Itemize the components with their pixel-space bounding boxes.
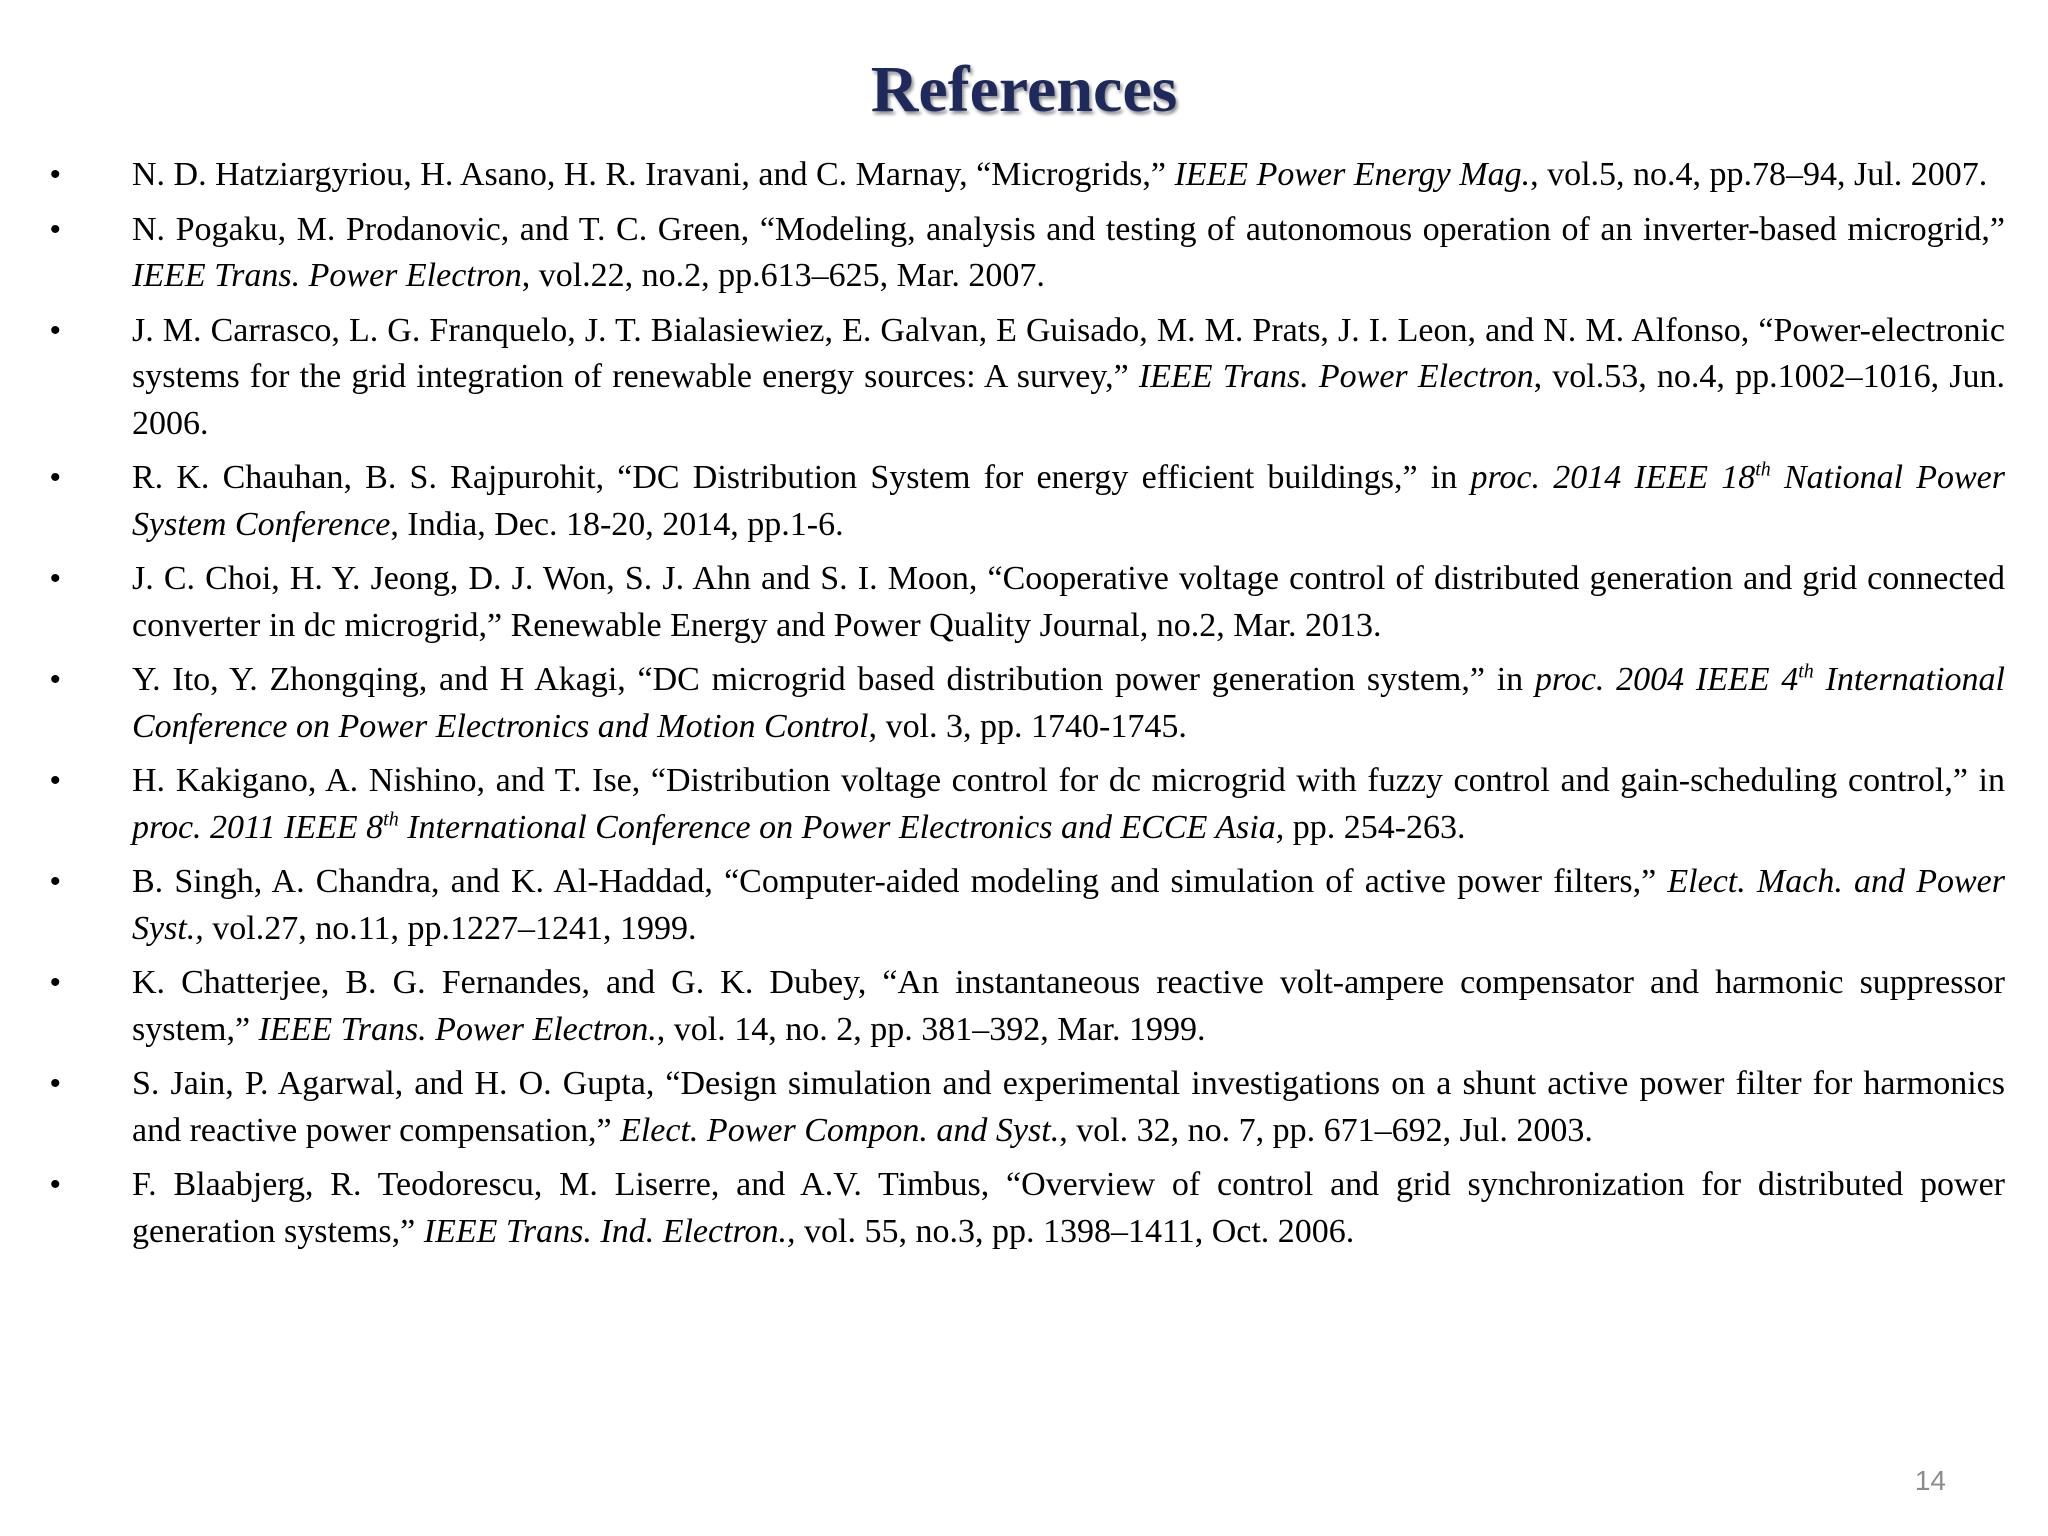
reference-source-italic: International Conference on Power Electronics and Motion Control, — [132, 661, 2005, 745]
reference-segment: vol. 3, pp. 1740-1745. — [877, 707, 1187, 745]
reference-source-italic: IEEE Trans. Power Electron — [1138, 358, 1534, 395]
bullet-icon: • — [50, 1168, 61, 1201]
reference-segment: , vol. 32, no. 7, pp. 671–692, Jul. 2003. — [1059, 1111, 1593, 1149]
reference-text — [132, 964, 2005, 1048]
reference-item — [40, 758, 2005, 851]
reference-text — [132, 211, 2005, 295]
reference-segment: pp. 254-263. — [1284, 808, 1466, 846]
reference-source-italic: IEEE Trans. Power Electron. — [258, 1010, 657, 1048]
reference-segment: J. C. Choi, H. Y. Jeong, D. J. Won, S. J. Ahn and S. I. Moon, “Cooperative voltage control of distributed generation and grid connected converter in dc microgrid,” Renewable Energy and Power Quality Journal, no.2, Mar. 2013. — [132, 560, 2005, 644]
reference-segment: , vol.22, no.2, pp.613–625, Mar. 2007. — [521, 257, 1045, 294]
reference-item — [40, 1162, 2005, 1255]
references-list — [40, 152, 2005, 1263]
ordinal-superscript: th — [1755, 458, 1771, 481]
bullet-icon: • — [50, 313, 61, 347]
reference-item — [40, 1061, 2005, 1154]
reference-segment: R. K. Chauhan, B. S. Rajpurohit, “DC Distribution System for energy efficient buildings,” in — [132, 459, 1471, 496]
reference-text — [132, 1166, 2005, 1250]
reference-item — [40, 960, 2005, 1053]
reference-source-italic: proc. 2011 IEEE 8 — [132, 808, 384, 846]
reference-text — [132, 863, 2005, 947]
reference-source-italic: IEEE Trans. Power Electron — [132, 257, 522, 294]
reference-source-italic: International Conference on Power Electronics and ECCE Asia, — [398, 808, 1285, 846]
reference-segment: N. D. Hatziargyriou, H. Asano, H. R. Iravani, and C. Marnay, “Microgrids,” — [132, 156, 1175, 193]
reference-item — [40, 859, 2005, 952]
reference-segment: vol. 55, no.3, pp. 1398–1411, Oct. 2006. — [795, 1212, 1355, 1250]
reference-segment: F. Blaabjerg, R. Teodorescu, M. Liserre, and A.V. Timbus, “Overview of control and grid synchronization for distributed power generation systems,” — [132, 1166, 2005, 1250]
reference-segment: B. Singh, A. Chandra, and K. Al-Haddad, “Computer-aided modeling and simulation of active power filters,” — [132, 863, 1668, 900]
reference-text — [132, 459, 2005, 543]
bullet-icon: • — [50, 966, 61, 999]
reference-segment: J. M. Carrasco, L. G. Franquelo, J. T. Bialasiewiez, E. Galvan, E Guisado, M. M. Prats, J. I. Leon, and N. M. Alfonso, “Power-electronic systems for the grid integration of renewable energy sources: A survey,” — [132, 311, 2005, 395]
ordinal-superscript: th — [1798, 660, 1814, 683]
reference-text — [132, 661, 2005, 745]
reference-text — [132, 156, 1987, 193]
reference-segment: H. Kakigano, A. Nishino, and T. Ise, “Distribution voltage control for dc microgrid with fuzzy control and gain-scheduling control,” in — [132, 762, 2005, 799]
reference-text — [132, 560, 2005, 644]
bullet-icon: • — [50, 461, 61, 494]
bullet-icon: • — [50, 865, 61, 898]
ordinal-superscript: th — [383, 808, 399, 831]
slide-title: References — [870, 53, 1178, 126]
reference-item — [40, 308, 2005, 448]
reference-item — [40, 455, 2005, 548]
reference-source-italic: Elect. Mach. and Power Syst., — [132, 863, 2005, 947]
reference-item — [40, 207, 2005, 300]
reference-segment: N. Pogaku, M. Prodanovic, and T. C. Green, “Modeling, analysis and testing of autonomous operation of an inverter-based microgrid,” — [132, 210, 2005, 248]
reference-item — [40, 556, 2005, 649]
reference-segment: vol.27, no.11, pp.1227–1241, 1999. — [203, 909, 697, 947]
bullet-icon: • — [50, 562, 61, 595]
reference-text — [132, 312, 2005, 442]
reference-segment: K. Chatterjee, B. G. Fernandes, and G. K. Dubey, “An instantaneous reactive volt-ampere compensator and harmonic suppressor system,” — [132, 964, 2005, 1048]
page-number: 14 — [1914, 1465, 1946, 1496]
reference-source-italic: IEEE Power Energy Mag. — [1174, 156, 1531, 193]
reference-segment: S. Jain, P. Agarwal, and H. O. Gupta, “Design simulation and experimental investigations on a shunt active power filter for harmonics and reactive power compensation,” — [132, 1065, 2005, 1149]
reference-segment: Y. Ito, Y. Zhongqing, and H Akagi, “DC microgrid based distribution power generation system,” in — [132, 661, 1535, 698]
bullet-icon: • — [50, 663, 61, 696]
reference-segment: , vol.5, no.4, pp.78–94, Jul. 2007. — [1530, 156, 1988, 193]
reference-text — [132, 762, 2005, 846]
reference-source-italic: proc. 2014 IEEE 18 — [1470, 459, 1756, 496]
bullet-icon: • — [50, 212, 61, 246]
reference-source-italic: National Power System Conference — [132, 459, 2005, 543]
bullet-icon: • — [50, 764, 61, 797]
reference-source-italic: IEEE Trans. Ind. Electron., — [423, 1212, 796, 1250]
reference-segment: , India, Dec. 18-20, 2014, pp.1-6. — [390, 505, 844, 543]
reference-text — [132, 1065, 2005, 1149]
reference-segment: , vol. 14, no. 2, pp. 381–392, Mar. 1999. — [656, 1010, 1206, 1048]
reference-source-italic: Elect. Power Compon. and Syst. — [620, 1111, 1060, 1149]
bullet-icon: • — [50, 1067, 61, 1100]
bullet-icon: • — [50, 158, 61, 191]
reference-source-italic: proc. 2004 IEEE 4 — [1534, 661, 1799, 698]
reference-item — [40, 152, 2005, 199]
reference-segment: , vol.53, no.4, pp.1002–1016, Jun. 2006. — [132, 358, 2005, 442]
reference-item — [40, 657, 2005, 750]
